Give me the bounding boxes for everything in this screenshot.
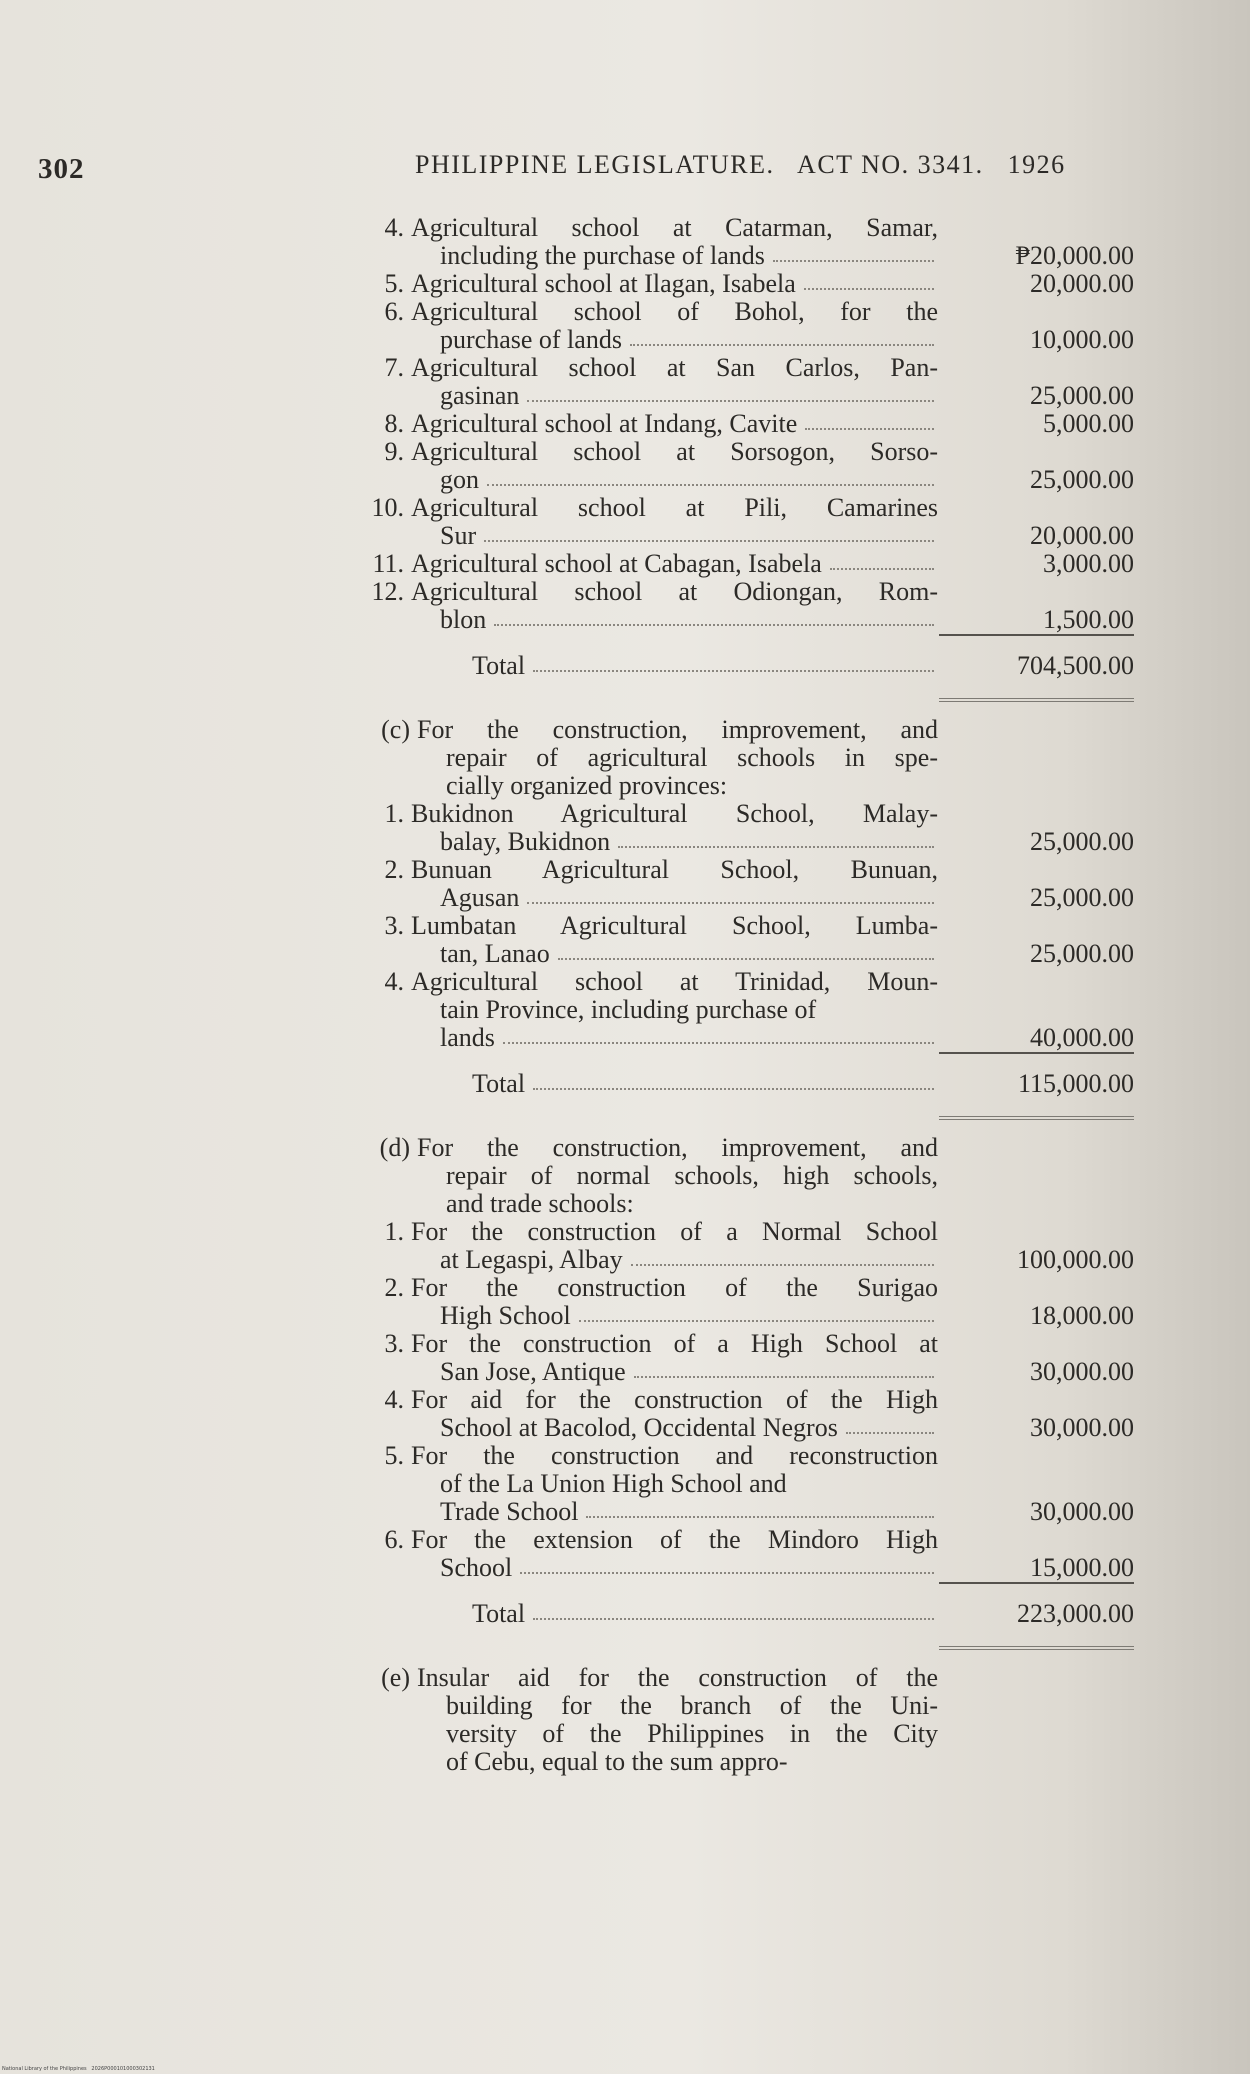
continuation-text: repair of agricultural schools in spe- [446,743,938,772]
item-amount: 1,500.00 [1043,605,1134,634]
item-text [348,1134,938,1218]
item-number: 2. [384,1273,404,1302]
total-block [348,634,1134,702]
item-number: 11. [372,549,404,578]
dot-leader [634,1358,934,1378]
item-text [348,578,938,634]
dot-leader [527,884,934,904]
total-block [348,1582,1134,1650]
appropriation-item [348,912,1134,968]
item-amount: 18,000.00 [1030,1301,1134,1330]
item-description: For the construction, improvement, and [417,715,938,744]
item-description: For the construction of a High School at [411,1329,938,1358]
total-text [348,1070,938,1098]
item-amount: 5,000.00 [1043,409,1134,438]
item-first-line [348,410,938,438]
continuation-text: Agusan [440,883,520,912]
item-number: 6. [384,297,404,326]
item-amount: 25,000.00 [1030,465,1134,494]
total-amount: 223,000.00 [1017,1599,1134,1628]
document-body [348,214,1134,1776]
section-heading [348,716,1134,800]
total-row [348,652,1134,680]
item-continuation [348,1498,938,1526]
item-first-line [348,856,938,884]
total-text [348,1600,938,1628]
item-description: Agricultural school at Cabagan, Isabela [411,549,822,578]
item-number: 2. [384,855,404,884]
item-description: Lumbatan Agricultural School, Lumba- [411,911,938,940]
item-text [348,410,938,438]
item-continuation [348,606,938,634]
appropriation-item [348,494,1134,550]
item-amount: 30,000.00 [1030,1497,1134,1526]
dot-leader [579,1302,934,1322]
item-continuation [348,884,938,912]
item-description: Agricultural school at Ilagan, Isabela [411,269,796,298]
appropriation-item [348,800,1134,856]
dot-leader [533,1600,934,1620]
continuation-text: including the purchase of lands [440,241,765,270]
continuation-text: tan, Lanao [440,939,550,968]
continuation-text: School at Bacolod, Occidental Negros [440,1413,838,1442]
item-description: For the construction of the Surigao [411,1273,938,1302]
item-amount: 10,000.00 [1030,325,1134,354]
continuation-text: tain Province, including purchase of [440,995,817,1024]
item-first-line [348,298,938,326]
appropriation-item [348,968,1134,1052]
dot-leader [805,410,934,430]
item-first-line [348,1218,938,1246]
item-continuation [348,772,938,800]
item-number: 5. [384,1441,404,1470]
item-number: (e) [381,1663,410,1692]
appropriation-item [348,438,1134,494]
item-amount: 20,000.00 [1030,521,1134,550]
item-first-line [348,550,938,578]
item-text [348,1330,938,1386]
running-head: PHILIPPINE LEGISLATURE. ACT NO. 3341. 1926 [415,150,1066,179]
dot-leader [484,522,934,542]
item-continuation [348,744,938,772]
item-description: For the construction, improvement, and [417,1133,938,1162]
item-continuation [348,1470,938,1498]
section-heading [348,1664,1134,1776]
item-description: For aid for the construction of the High [411,1385,938,1414]
dot-leader [846,1414,934,1434]
subtotal-rule [939,1052,1134,1054]
item-continuation [348,1414,938,1442]
item-first-line [348,354,938,382]
total-row [348,1070,1134,1098]
item-amount: 3,000.00 [1043,549,1134,578]
total-label: Total [472,1599,526,1628]
dot-leader [494,606,934,626]
item-number: 3. [384,1329,404,1358]
item-description: Agricultural school of Bohol, for the [411,297,938,326]
item-description: Agricultural school at Trinidad, Moun- [411,967,938,996]
item-amount: 40,000.00 [1030,1023,1134,1052]
item-first-line [348,270,938,298]
continuation-text: versity of the Philippines in the City [446,1719,938,1748]
continuation-text: San Jose, Antique [440,1357,626,1386]
dot-leader [804,270,934,290]
total-block [348,1052,1134,1120]
item-continuation [348,1748,938,1776]
appropriation-item [348,1526,1134,1582]
page-number: 302 [38,153,85,185]
item-text [348,354,938,410]
item-amount: 20,000.00 [1030,269,1134,298]
item-amount: 30,000.00 [1030,1413,1134,1442]
continuation-text: gon [440,465,479,494]
item-continuation [348,1692,938,1720]
item-continuation [348,1720,938,1748]
item-amount: 100,000.00 [1017,1245,1134,1274]
item-description: Agricultural school at Odiongan, Rom- [411,577,938,606]
appropriation-item [348,1218,1134,1274]
item-number: 9. [384,437,404,466]
subtotal-rule [939,1582,1134,1584]
appropriation-item [348,410,1134,438]
item-first-line [348,1664,938,1692]
item-description: Agricultural school at Pili, Camarines [411,493,938,522]
item-description: Agricultural school at Sorsogon, Sorso- [411,437,938,466]
item-number: 5. [384,269,404,298]
item-continuation [348,522,938,550]
appropriation-item [348,214,1134,270]
item-first-line [348,1274,938,1302]
scan-footer: National Library of the Philippines 2026P000101000302131 [2,2066,155,2072]
appropriation-item [348,1274,1134,1330]
item-amount: 25,000.00 [1030,883,1134,912]
item-text [348,550,938,578]
dot-leader [487,466,934,486]
item-number: 6. [384,1525,404,1554]
dot-leader [630,326,934,346]
item-amount: 25,000.00 [1030,939,1134,968]
continuation-text: cially organized provinces: [446,771,728,800]
item-continuation [348,996,938,1024]
item-first-line [348,438,938,466]
continuation-text: building for the branch of the Uni- [446,1691,938,1720]
item-text [348,968,938,1052]
continuation-text: High School [440,1301,571,1330]
item-number: 7. [384,353,404,382]
item-first-line [348,1442,938,1470]
item-first-line [348,578,938,606]
continuation-text: and trade schools: [446,1189,634,1218]
item-first-line [348,1526,938,1554]
item-number: 4. [384,967,404,996]
section-d [348,1134,1134,1650]
item-description: For the construction of a Normal School [411,1217,938,1246]
appropriation-item [348,270,1134,298]
item-text [348,1526,938,1582]
subtotal-rule [939,634,1134,636]
item-text [348,214,938,270]
item-amount: ₱20,000.00 [1015,241,1134,270]
item-continuation [348,1358,938,1386]
appropriation-item [348,550,1134,578]
continuation-text: balay, Bukidnon [440,827,611,856]
item-number: 4. [384,213,404,242]
continuation-text: purchase of lands [440,325,622,354]
item-description: Agricultural school at Catarman, Samar, [411,213,938,242]
item-text [348,1274,938,1330]
total-amount: 704,500.00 [1017,651,1134,680]
continuation-text: lands [440,1023,495,1052]
continuation-text: Trade School [440,1497,579,1526]
appropriation-item [348,1442,1134,1526]
continuation-text: Sur [440,521,477,550]
item-description: For the construction and reconstruction [411,1441,938,1470]
continuation-text: repair of normal schools, high schools, [446,1161,938,1190]
item-text [348,856,938,912]
continuation-text: of the La Union High School and [440,1469,787,1498]
item-continuation [348,1162,938,1190]
item-text [348,494,938,550]
item-first-line [348,214,938,242]
item-text [348,912,938,968]
item-text [348,716,938,800]
item-continuation [348,1246,938,1274]
dot-leader [773,242,934,262]
appropriation-item [348,1330,1134,1386]
continuation-text: gasinan [440,381,520,410]
item-amount: 15,000.00 [1030,1553,1134,1582]
item-text [348,800,938,856]
continuation-text: of Cebu, equal to the sum appro- [446,1747,788,1776]
total-amount: 115,000.00 [1017,1069,1134,1098]
total-label: Total [472,1069,526,1098]
item-first-line [348,1330,938,1358]
item-continuation [348,1024,938,1052]
item-text [348,1664,938,1776]
item-first-line [348,968,938,996]
total-line [348,652,938,680]
item-description: For the extension of the Mindoro High [411,1525,938,1554]
item-text [348,298,938,354]
item-number: 1. [384,1217,404,1246]
item-description: Insular aid for the construction of the [417,1663,938,1692]
item-continuation [348,382,938,410]
item-text [348,438,938,494]
dot-leader [586,1498,934,1518]
item-amount: 30,000.00 [1030,1357,1134,1386]
dot-leader [618,828,934,848]
total-text [348,652,938,680]
item-continuation [348,940,938,968]
item-continuation [348,326,938,354]
item-description: Bunuan Agricultural School, Bunuan, [411,855,938,884]
dot-leader [527,382,934,402]
item-number: (c) [381,715,410,744]
total-line [348,1600,938,1628]
section-e [348,1664,1134,1776]
dot-leader [830,550,934,570]
item-first-line [348,912,938,940]
item-continuation [348,1554,938,1582]
continuation-text: at Legaspi, Albay [440,1245,623,1274]
dot-leader [631,1246,934,1266]
item-first-line [348,1386,938,1414]
section-b-items [348,214,1134,634]
item-continuation [348,1190,938,1218]
item-number: 1. [384,799,404,828]
item-continuation [348,828,938,856]
total-label: Total [472,651,526,680]
total-line [348,1070,938,1098]
item-description: Agricultural school at San Carlos, Pan- [411,353,938,382]
item-number: 4. [384,1385,404,1414]
item-amount: 25,000.00 [1030,827,1134,856]
section-c [348,716,1134,1120]
item-text [348,270,938,298]
item-text [348,1442,938,1526]
dot-leader [503,1024,934,1044]
appropriation-item [348,298,1134,354]
item-continuation [348,466,938,494]
appropriation-item [348,354,1134,410]
appropriation-item [348,578,1134,634]
item-number: 12. [371,577,404,606]
dot-leader [533,1070,934,1090]
item-number: 8. [384,409,404,438]
item-description: Bukidnon Agricultural School, Malay- [411,799,938,828]
item-continuation [348,242,938,270]
dot-leader [533,652,934,672]
total-row [348,1600,1134,1628]
item-first-line [348,800,938,828]
appropriation-item [348,856,1134,912]
appropriation-item [348,1386,1134,1442]
dot-leader [558,940,934,960]
item-text [348,1218,938,1274]
item-number: 10. [371,493,404,522]
item-number: 3. [384,911,404,940]
dot-leader [520,1554,934,1574]
item-first-line [348,1134,938,1162]
item-number: (d) [379,1133,410,1162]
continuation-text: blon [440,605,487,634]
item-first-line [348,716,938,744]
item-amount: 25,000.00 [1030,381,1134,410]
continuation-text: School [440,1553,513,1582]
section-heading [348,1134,1134,1218]
item-first-line [348,494,938,522]
item-text [348,1386,938,1442]
item-continuation [348,1302,938,1330]
item-description: Agricultural school at Indang, Cavite [411,409,798,438]
section-b-total [348,634,1134,702]
